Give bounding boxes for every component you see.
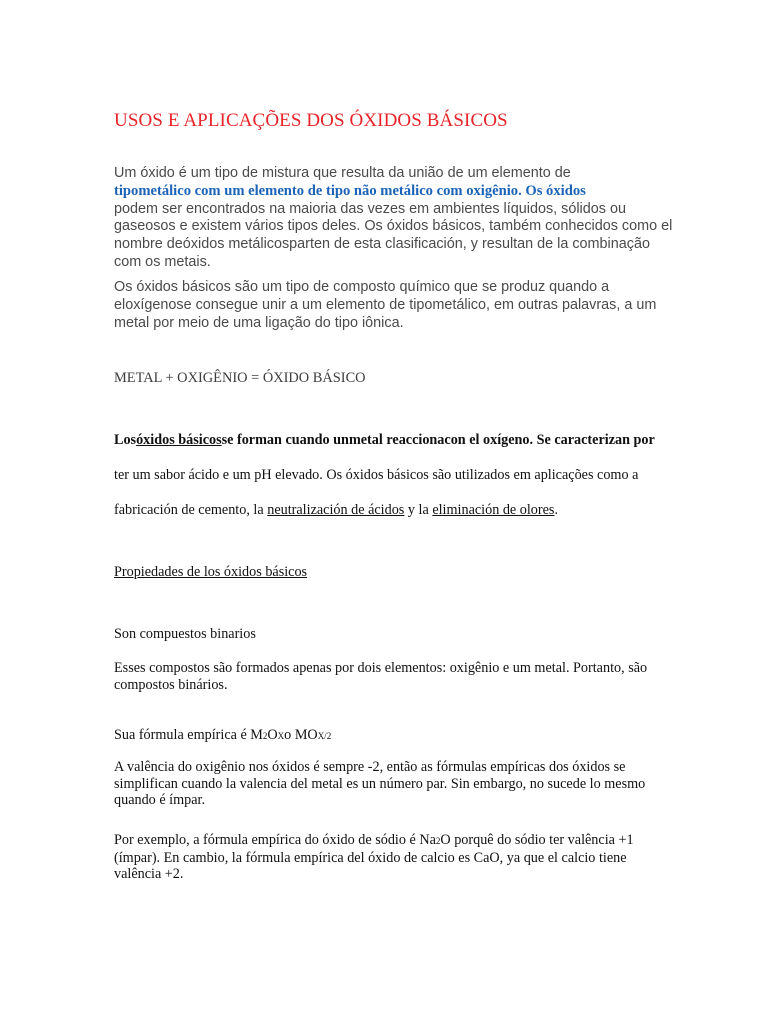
reaction-equation: METAL + OXIGÊNIO = ÓXIDO BÁSICO [114,370,366,386]
second-paragraph: Os óxidos básicos são um tipo de composto químico que se produz quando a eloxígenose consegue unir a um elemento de tipometálico, em outras palavras, a um metal por meio de uma ligação do tipo iônica. [114,279,657,331]
neutralization-link[interactable]: neutralización de ácidos [267,502,405,518]
intro-highlight: tipometálico com um elemento de tipo não metálico com oxigênio. Os óxidos [114,182,586,199]
basic-oxides-line-1 [114,432,655,449]
formula-o: O [267,727,278,743]
line3-c: y la [404,502,433,518]
formula-text: Sua fórmula empírica é M [114,727,263,743]
odor-elimination-link[interactable]: eliminación de olores [432,502,555,518]
formula-or: o MO [284,727,318,743]
example-a: Por exemplo, a fórmula empírica do óxido de sódio é Na [114,832,436,848]
intro-paragraph [114,165,674,272]
example-sub-2: 2 [435,836,441,846]
example-paragraph [114,832,674,883]
empirical-formula-line [114,727,331,744]
formula-sub-x: X [277,731,285,741]
intro-rest: podem ser encontrados na maioria das vezes em ambientes líquidos, sólidos ou gaseosos e existem vários tipos deles. Os óxidos básicos, também conhecidos como el nombre deóxidos metálicosparten de esta clasificación, y resultan de la combinação com os metais. [114,200,673,270]
binary-compounds-heading: Son compuestos binarios [114,626,256,642]
basic-oxides-line-2: ter um sabor ácido e um pH elevado. Os óxidos básicos são utilizados em aplicações como a [114,467,639,483]
valence-paragraph: A valência do oxigênio nos óxidos é sempre -2, então as fórmulas empíricas dos óxidos se simplifican cuando la valencia del metal es un número par. Sin embargo, no sucede lo mesmo quando é ímpar. [114,759,646,809]
binary-compounds-paragraph: Esses compostos são formados apenas por dois elementos: oxigênio e um metal. Portanto, são compostos binários. [114,660,648,693]
example-c: O porquê do sódio ter valência +1 (ímpar). En cambio, la fórmula empírica del óxido de calcio es CaO, ya que el calcio tiene valência +2. [114,832,634,883]
line1-start: Los [114,432,137,448]
formula-sub-x2: X/2 [317,731,332,741]
document-title: USOS E APLICAÇÕES DOS ÓXIDOS BÁSICOS [114,110,508,131]
intro-line-1: Um óxido é um tipo de mistura que resulta da união de um elemento de [114,165,571,181]
line3-a: fabricación de cemento, la [114,502,268,518]
basic-oxides-line-3 [114,502,558,519]
formula-sub-2: 2 [262,731,268,741]
basic-oxides-link[interactable]: óxidos básicos [136,432,222,448]
properties-heading[interactable]: Propiedades de los óxidos básicos [114,564,308,580]
line3-e: . [554,502,558,518]
line1-end: se forman cuando unmetal reaccionacon el oxígeno. Se caracterizan por [221,432,655,448]
